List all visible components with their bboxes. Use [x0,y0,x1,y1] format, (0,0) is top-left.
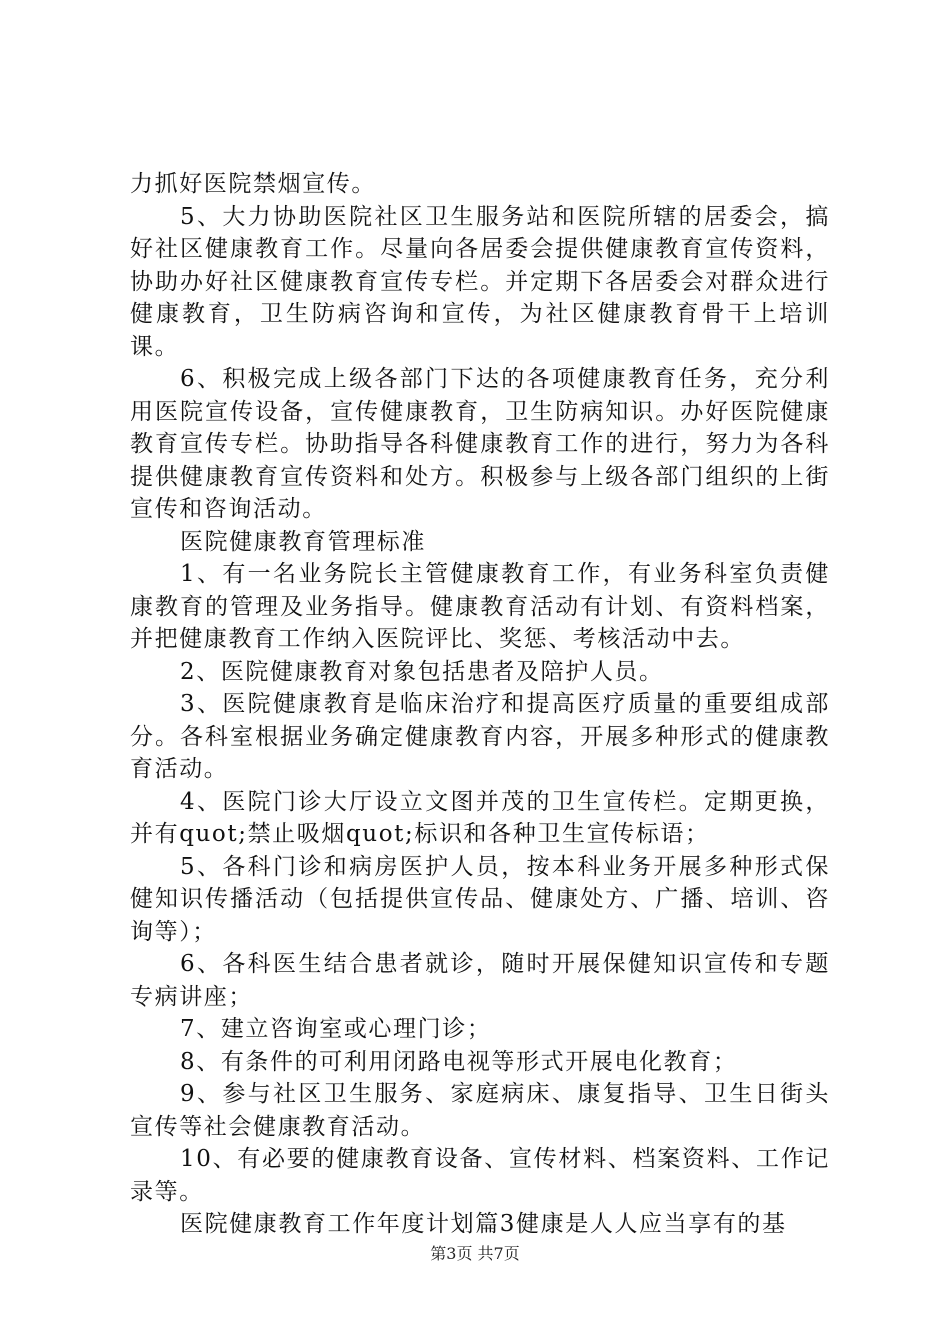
section-heading: 医院健康教育管理标准 [180,528,426,555]
paragraph-8: 4、医院门诊大厅设立文图并茂的卫生宣传栏。定期更换，并有quot;禁止吸烟quot;标识和各种卫生宣传标语； [130,788,830,847]
paragraph-2: 5、大力协助医院社区卫生服务站和医院所辖的居委会，搞好社区健康教育工作。尽量向各居委会提供健康教育宣传资料，协助办好社区健康教育宣传专栏。并定期下各居委会对群众进行健康教育，卫生防病咨询和宣传，为社区健康教育骨干上培训课。 [130,203,830,360]
paragraph-9: 5、各科门诊和病房医护人员，按本科业务开展多种形式保健知识传播活动（包括提供宣传品、健康处方、广播、培训、咨询等）； [130,853,830,945]
paragraph-6: 2、医院健康教育对象包括患者及陪护人员。 [180,658,664,685]
paragraph-11: 7、建立咨询室或心理门诊； [180,1016,492,1042]
paragraph-10: 6、各科医生结合患者就诊，随时开展保健知识宣传和专题专病讲座； [130,951,830,1010]
paragraph-7: 3、医院健康教育是临床治疗和提高医疗质量的重要组成部分。各科室根据业务确定健康教育内容，开展多种形式的健康教育活动。 [130,691,830,782]
paragraph-12: 8、有条件的可利用闭路电视等形式开展电化教育； [180,1048,738,1075]
paragraph-13: 9、参与社区卫生服务、家庭病床、康复指导、卫生日街头宣传等社会健康教育活动。 [130,1081,830,1140]
paragraph-14: 10、有必要的健康教育设备、宣传材料、档案资料、工作记录等。 [130,1146,830,1205]
paragraph-1: 力抓好医院禁烟宣传。 [130,171,376,197]
paragraph-15: 医院健康教育工作年度计划篇3健康是人人应当享有的基 [180,1211,787,1237]
page-number: 第3页 共7页 [430,1244,520,1263]
paragraph-5: 1、有一名业务院长主管健康教育工作，有业务科室负责健康教育的管理及业务指导。健康教育活动有计划、有资料档案，并把健康教育工作纳入医院评比、奖惩、考核活动中去。 [130,561,830,652]
document-body [130,168,830,1241]
page-footer [0,1241,950,1264]
paragraph-3: 6、积极完成上级各部门下达的各项健康教育任务，充分利用医院宣传设备，宣传健康教育，卫生防病知识。办好医院健康教育宣传专栏。协助指导各科健康教育工作的进行，努力为各科提供健康教育宣传资料和处方。积极参与上级各部门组织的上街宣传和咨询活动。 [130,366,830,522]
